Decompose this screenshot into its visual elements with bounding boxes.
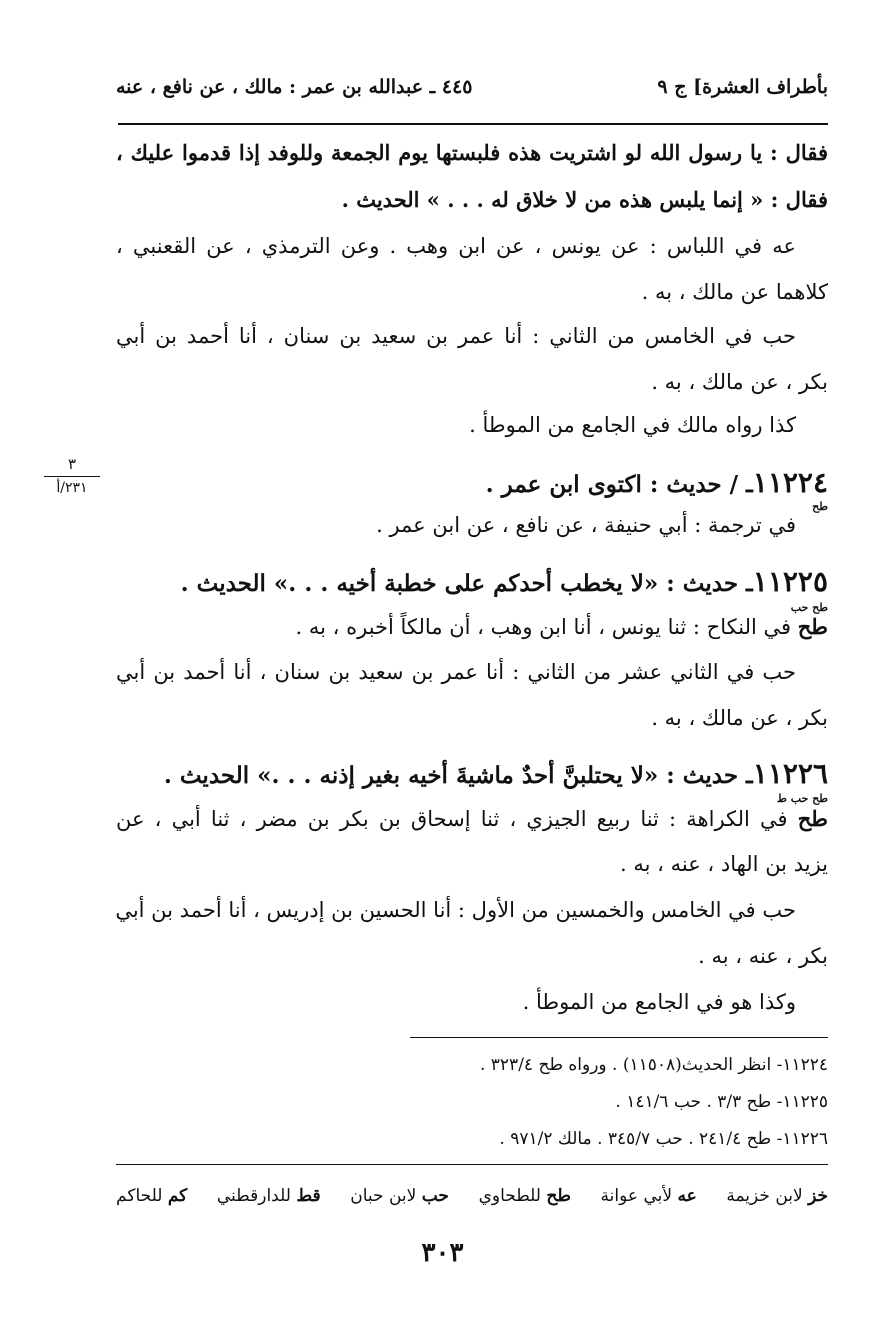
legend-abbr: خز (808, 1186, 828, 1206)
legend-name: لابن حبان (350, 1186, 417, 1206)
abbreviation-legend (116, 1186, 828, 1206)
text-line: في ترجمة : أبي حنيفة ، عن نافع ، عن ابن عمر . (376, 513, 796, 537)
hadith-title: ـ / حديث : اكتوى ابن عمر . (485, 471, 753, 498)
legend-item (726, 1186, 828, 1206)
legend-item (350, 1186, 449, 1206)
text-line: حب في الخامس والخمسين من الأول : أنا الحسين بن إدريس ، أنا أحمد بن أبي (115, 898, 796, 922)
hadith-heading-11225 (116, 565, 828, 598)
legend-abbr: حب (421, 1186, 449, 1206)
text-line: فقال : « إنما يلبس هذه من لا خلاق له . . . » الحديث . (341, 187, 828, 212)
text-line: بكر ، عن مالك ، به . (651, 370, 828, 394)
text-line (116, 806, 828, 831)
hadith-number: ١١٢٢٦ (752, 757, 828, 790)
legend-name: للدارقطني (216, 1186, 291, 1206)
text-span: في النكاح : ثنا يونس ، أنا ابن وهب ، أن مالكاً أخبره ، به . (295, 615, 792, 639)
footnote: ١١٢٢٥- طح ٣/٣ . حب ١٤١/٦ . (615, 1092, 828, 1112)
legend-name: للحاكم (116, 1186, 163, 1206)
footnote-rule (410, 1037, 828, 1038)
book-title: بأطراف العشرة] ج ٩ (657, 76, 828, 98)
margin-note-ref: ٢٣١/أ (56, 480, 88, 496)
source-symbol: طح (797, 614, 828, 639)
margin-note (44, 455, 100, 496)
text-line: كذا رواه مالك في الجامع من الموطأ . (469, 413, 796, 437)
hadith-heading-11226 (116, 757, 828, 790)
hadith-title: ـ حديث : «لا يخطب أحدكم على خطبة أخيه . . .» الحديث . (180, 570, 753, 597)
page-number: ٣٠٣ (421, 1238, 464, 1268)
hadith-title: ـ حديث : «لا يحتلبنَّ أحدٌ ماشيةَ أخيه بغير إذنه . . .» الحديث . (163, 762, 753, 789)
text-line: كلاهما عن مالك ، به . (641, 280, 828, 304)
legend-item (217, 1186, 321, 1206)
hadith-number: ١١٢٢٤ (752, 466, 828, 499)
legend-abbr: كم (167, 1186, 188, 1206)
footnote: ١١٢٢٦- طح ٢٤١/٤ . حب ٣٤٥/٧ . مالك ٩٧١/٢ . (499, 1129, 828, 1149)
source-symbol: طح (797, 806, 828, 831)
text-line: وكذا هو في الجامع من الموطأ . (522, 990, 796, 1014)
legend-name: للطحاوي (478, 1186, 541, 1206)
header-rule (118, 123, 828, 125)
section-title: ٤٤٥ ـ عبدالله بن عمر : مالك ، عن نافع ، عنه (116, 76, 473, 98)
running-header (116, 76, 828, 98)
legend-item (479, 1186, 571, 1206)
text-line: فقال : يا رسول الله لو اشتريت هذه فلبستها يوم الجمعة وللوفد إذا قدموا عليك ، (116, 140, 828, 165)
legend-abbr: طح (546, 1186, 571, 1206)
legend-name: لأبي عوانة (600, 1186, 673, 1206)
text-line: عه في اللباس : عن يونس ، عن ابن وهب . وعن الترمذي ، عن القعنبي ، (116, 234, 796, 258)
text-line: حب في الخامس من الثاني : أنا عمر بن سعيد بن سنان ، أنا أحمد بن أبي (116, 324, 796, 348)
legend-rule (116, 1164, 828, 1165)
text-line: بكر ، عنه ، به . (698, 944, 828, 968)
legend-name: لابن خزيمة (726, 1186, 803, 1206)
source-sigla: طح حب ط (776, 792, 828, 805)
source-sigla: طح حب (790, 601, 828, 614)
hadith-heading-11224 (116, 466, 828, 499)
source-sigla: طح (812, 500, 828, 513)
legend-item (116, 1186, 187, 1206)
legend-item (601, 1186, 697, 1206)
text-line: بكر ، عن مالك ، به . (651, 706, 828, 730)
text-line (116, 614, 828, 639)
legend-abbr: قط (296, 1186, 321, 1206)
footnote: ١١٢٢٤- انظر الحديث(١١٥٠٨) . ورواه طح ٣٢٣/٤ . (479, 1055, 828, 1075)
legend-abbr: عه (677, 1186, 697, 1206)
hadith-number: ١١٢٢٥ (752, 565, 828, 598)
text-line: حب في الثاني عشر من الثاني : أنا عمر بن سعيد بن سنان ، أنا أحمد بن أبي (116, 660, 796, 684)
text-line: يزيد بن الهاد ، عنه ، به . (620, 852, 828, 876)
text-span: في الكراهة : ثنا ربيع الجيزي ، ثنا إسحاق بن بكر بن مضر ، ثنا أبي ، عن (116, 807, 788, 831)
margin-note-number: ٣ (44, 455, 100, 477)
